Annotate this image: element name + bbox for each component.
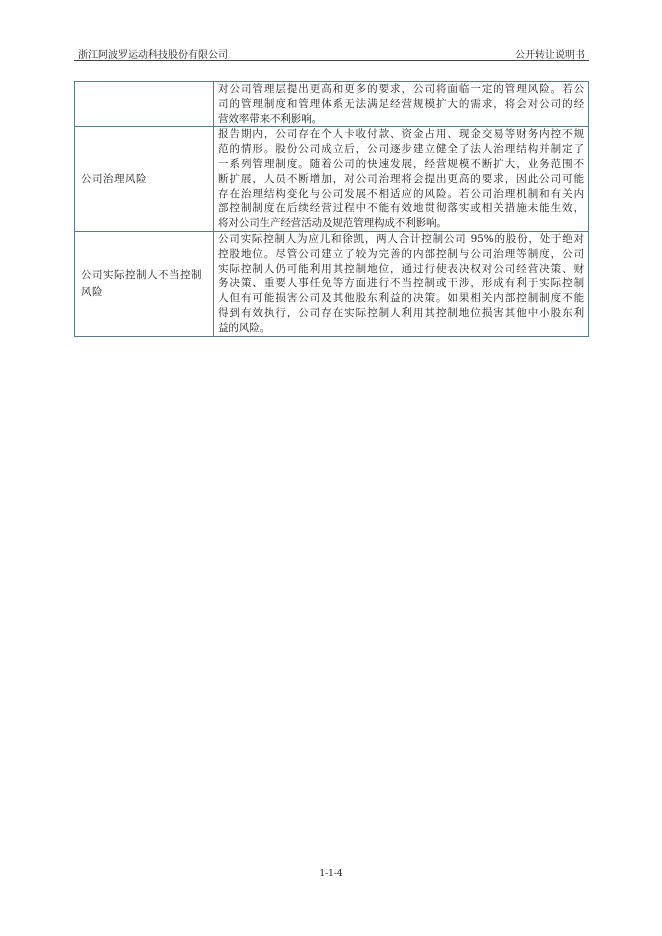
risk-name-cell <box>75 82 214 127</box>
table-row <box>75 82 589 127</box>
description-line: 一系列管理制度。随着公司的快速发展，经营规模不断扩大，业务范围不 <box>218 157 584 170</box>
risk-description-cell <box>214 127 589 232</box>
description-line: 司的管理制度和管理体系无法满足经营规模扩大的需求，将会对公司的经 <box>218 97 584 110</box>
description-line: 控股地位。尽管公司建立了较为完善的内部控制与公司治理等制度，公司 <box>218 247 584 260</box>
header-document-title: 公开转让说明书 <box>515 50 585 61</box>
description-line: 将对公司生产经营活动及规范管理构成不利影响。 <box>218 217 447 230</box>
risk-description-cell <box>214 231 589 336</box>
description-line: 务决策、重要人事任免等方面进行不当控制或干涉，形成有利于实际控制 <box>218 277 584 290</box>
description-line: 得到有效执行，公司存在实际控制人利用其控制地位损害其他中小股东利 <box>218 306 584 319</box>
risk-description-cell <box>214 82 589 127</box>
description-line: 存在治理结构变化与公司发展不相适应的风险。若公司治理机制和有关内 <box>218 187 584 200</box>
description-line: 部控制制度在后续经营过程中不能有效地贯彻落实或相关措施未能生效， <box>218 202 584 215</box>
description-line: 断扩展，人员不断增加，对公司治理将会提出更高的要求，因此公司可能 <box>218 172 584 185</box>
description-line: 范的情形。股份公司成立后，公司逐步建立健全了法人治理结构并制定了 <box>218 143 584 156</box>
page-number: 1-1-4 <box>319 869 343 879</box>
page-header <box>74 40 589 61</box>
table-row <box>75 127 589 232</box>
header-company-name: 浙江阿波罗运动科技股份有限公司 <box>78 50 228 61</box>
risk-table <box>74 81 589 337</box>
risk-name-cell: 公司实际控制人不当控制风险 <box>75 231 214 336</box>
description-line: 公司实际控制人为应儿和徐凯，两人合计控制公司 95%的股份，处于绝对 <box>218 232 584 245</box>
description-line: 人但有可能损害公司及其他股东利益的决策。如果相关内部控制制度不能 <box>218 292 584 305</box>
description-line: 实际控制人仍可能利用其控制地位，通过行使表决权对公司经营决策、财 <box>218 262 584 275</box>
description-line: 益的风险。 <box>218 321 270 334</box>
description-line: 营效率带来不利影响。 <box>218 112 322 125</box>
risk-name-cell: 公司治理风险 <box>75 127 214 232</box>
description-line: 报告期内，公司存在个人卡收付款、资金占用、现金交易等财务内控不规 <box>218 128 584 141</box>
table-row <box>75 231 589 336</box>
description-line: 对公司管理层提出更高和更多的要求，公司将面临一定的管理风险。若公 <box>218 83 584 95</box>
